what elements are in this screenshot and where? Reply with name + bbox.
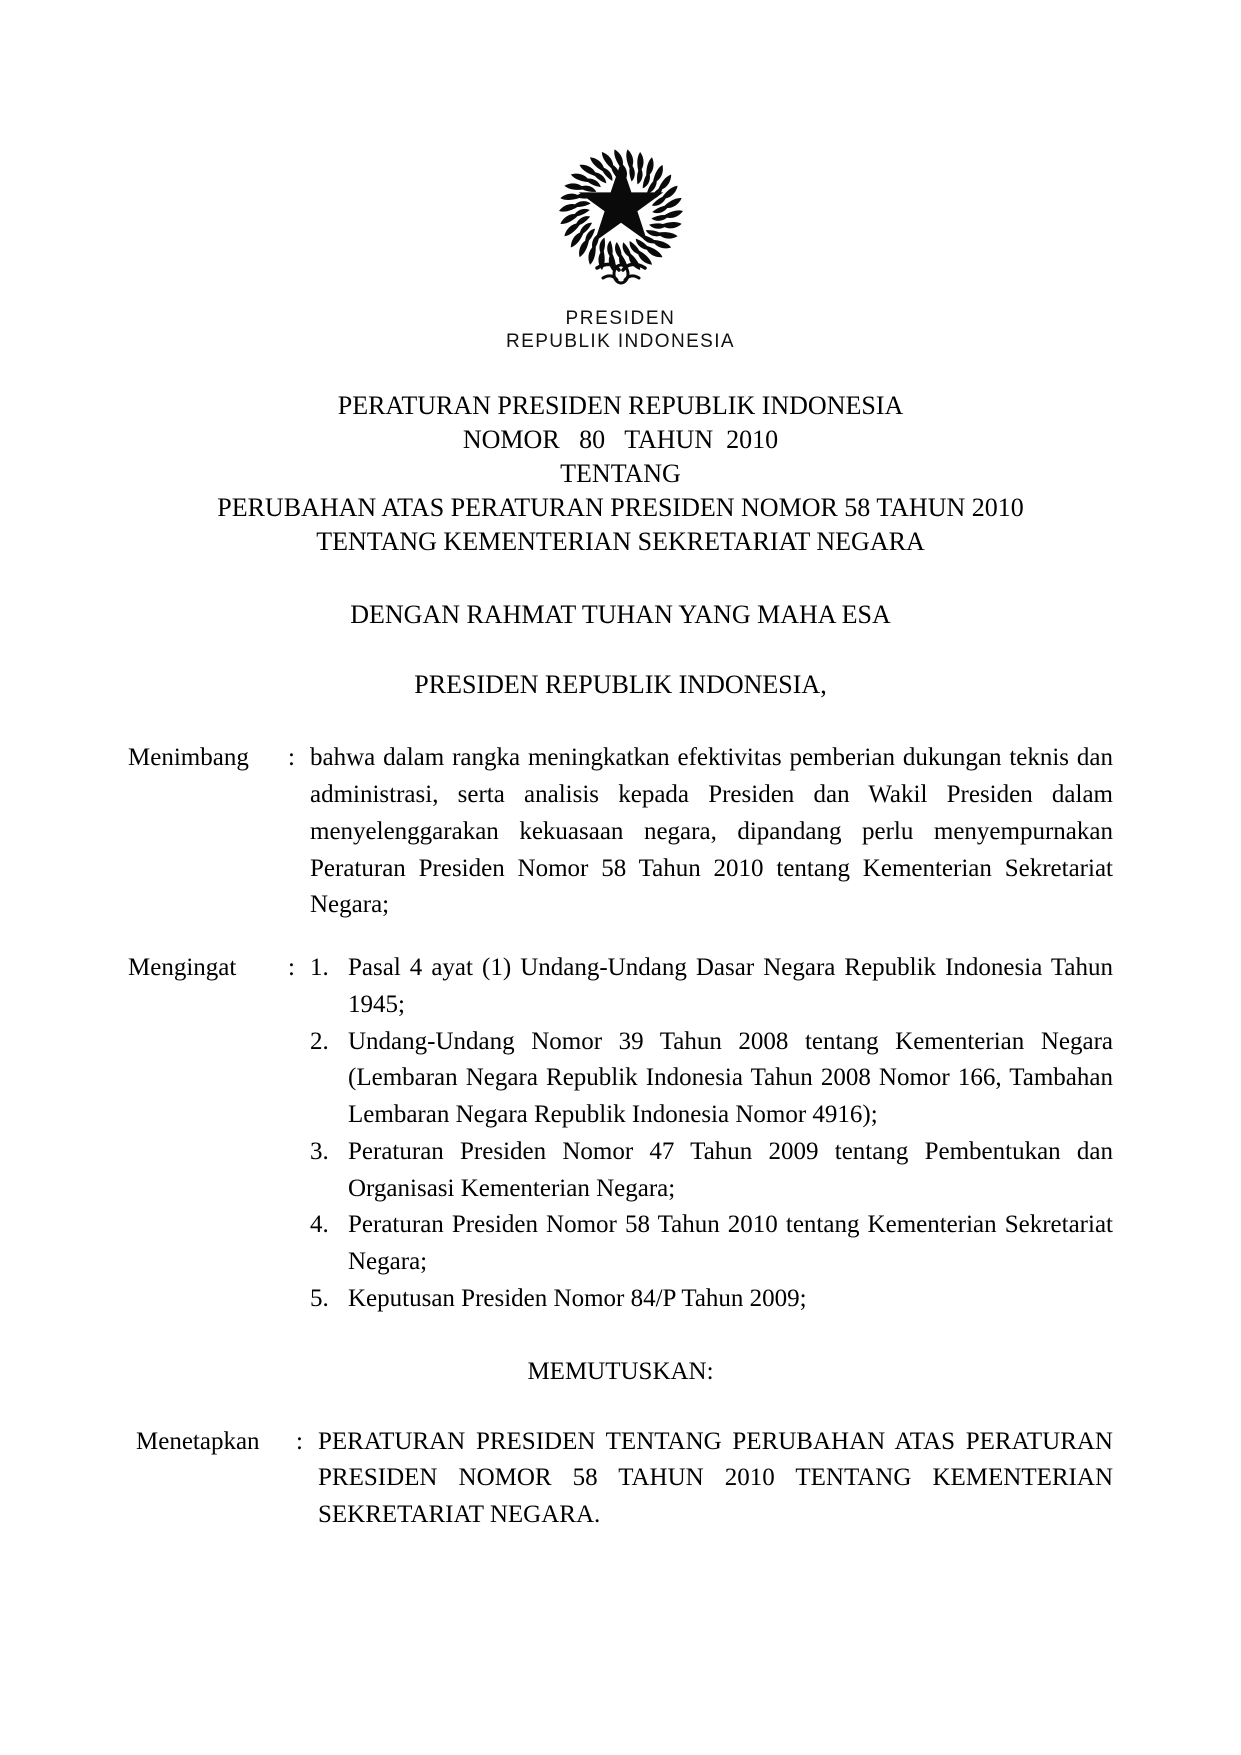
title-line-1: PERATURAN PRESIDEN REPUBLIK INDONESIA [337, 391, 904, 421]
menetapkan-text: PERATURAN PRESIDEN TENTANG PERUBAHAN ATAS PERATURAN PRESIDEN NOMOR 58 TAHUN 2010 TENTANG KEMENTERIAN SEKRETARIAT NEGARA. [318, 1427, 1113, 1529]
list-item-text: Peraturan Presiden Nomor 47 Tahun 2009 tentang Pembentukan dan Organisasi Kementerian Negara; [348, 1137, 1113, 1202]
list-item-number: 2. [310, 1027, 329, 1055]
mengingat-list [310, 950, 1113, 1318]
list-item [310, 950, 1113, 1024]
menetapkan-label: Menetapkan [136, 1427, 260, 1455]
clause-mengingat [128, 950, 1113, 1318]
menimbang-text: bahwa dalam rangka meningkatkan efektivitas pemberian dukungan teknis dan administrasi, serta analisis kepada Presiden dan Wakil Presiden dalam menyelenggarakan kekuasaan negara, dipandang perlu menyempurnakan Peraturan Presiden Nomor 58 Tahun 2010 tentang Kementerian Sekretariat Negara; [310, 744, 1113, 919]
list-item [310, 1024, 1113, 1134]
star-in-laurel-wreath-emblem [516, 128, 726, 298]
list-item-number: 1. [310, 954, 329, 982]
clauses-section [0, 740, 1241, 1534]
list-item-number: 5. [310, 1284, 329, 1312]
invocation-line: DENGAN RAHMAT TUHAN YANG MAHA ESA [350, 600, 891, 630]
list-item-text: Undang-Undang Nomor 39 Tahun 2008 tentang Kementerian Negara (Lembaran Negara Republik Indonesia Tahun 2008 Nomor 166, Tambahan Lembaran Negara Republik Indonesia Nomor 4916); [348, 1027, 1113, 1129]
menimbang-label: Menimbang [128, 744, 249, 772]
menetapkan-colon: : [296, 1427, 303, 1455]
list-item-text: Pasal 4 ayat (1) Undang-Undang Dasar Negara Republik Indonesia Tahun 1945; [348, 954, 1113, 1018]
list-item-text: Keputusan Presiden Nomor 84/P Tahun 2009; [348, 1284, 807, 1312]
menimbang-colon: : [288, 744, 295, 772]
document-title-block [0, 389, 1241, 558]
emblem-caption [0, 307, 1241, 353]
list-item-text: Peraturan Presiden Nomor 58 Tahun 2010 tentang Kementerian Sekretariat Negara; [348, 1211, 1113, 1276]
list-item [310, 1134, 1113, 1208]
title-line-3: TENTANG [560, 458, 681, 488]
authority-line: PRESIDEN REPUBLIK INDONESIA, [414, 670, 827, 700]
emblem-caption-line1: PRESIDEN [565, 308, 676, 329]
clause-menetapkan [128, 1424, 1113, 1534]
title-line-4: PERUBAHAN ATAS PERATURAN PRESIDEN NOMOR 58 TAHUN 2010 [217, 492, 1024, 522]
memutuskan-heading: MEMUTUSKAN: [527, 1357, 714, 1385]
list-item-number: 3. [310, 1137, 329, 1165]
title-line-2: NOMOR 80 TAHUN 2010 [462, 425, 779, 455]
mengingat-colon: : [288, 954, 295, 982]
list-item [310, 1281, 1113, 1318]
title-line-5: TENTANG KEMENTERIAN SEKRETARIAT NEGARA [316, 526, 925, 556]
emblem-block [0, 0, 1241, 353]
clause-menimbang [128, 740, 1113, 924]
list-item-number: 4. [310, 1211, 329, 1239]
mengingat-list-container [310, 950, 1113, 1318]
mengingat-label: Mengingat [128, 954, 237, 982]
list-item [310, 1207, 1113, 1281]
emblem-caption-line2: REPUBLIK INDONESIA [506, 331, 735, 353]
